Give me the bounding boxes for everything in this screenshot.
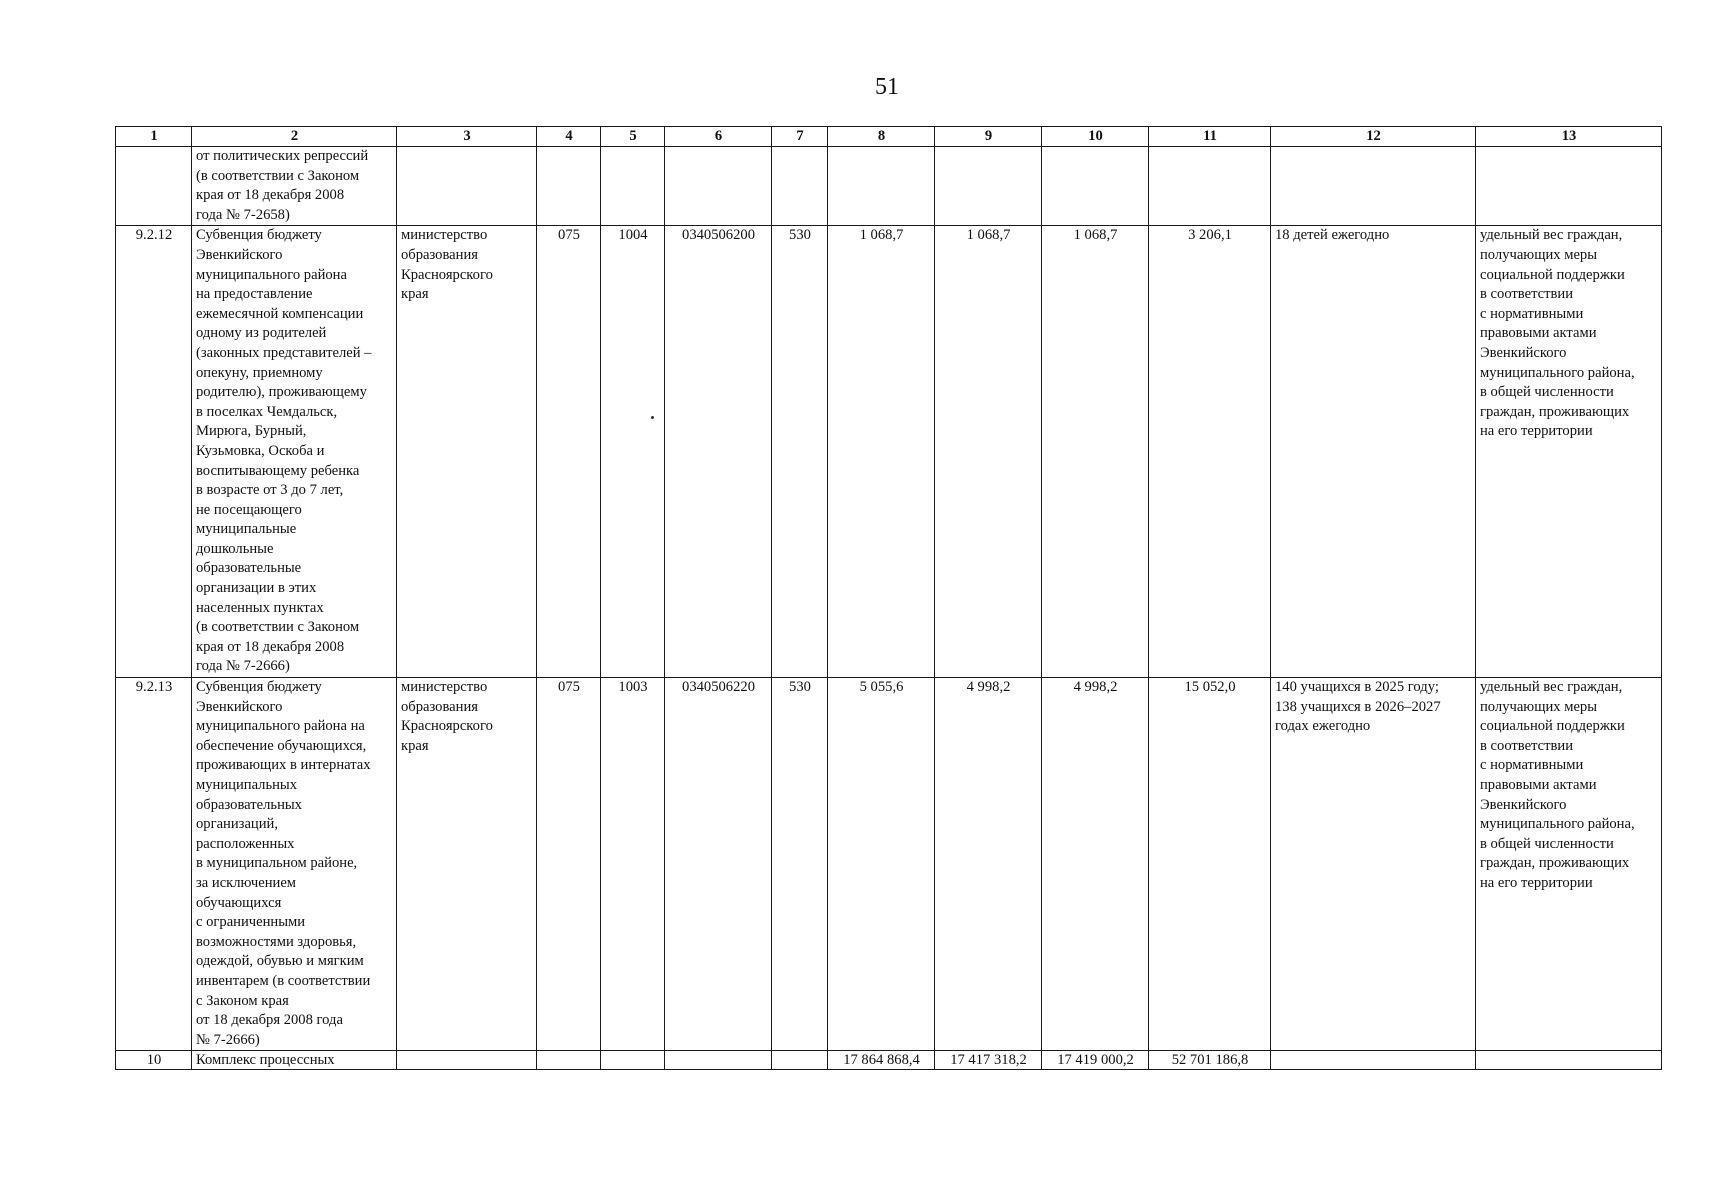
description-cell: Субвенция бюджету Эвенкийского муниципального района на предоставление ежемесячной компенсации одному из родителей (законных представителей – опекуну, приемному родителю), проживающему в поселках Чемдальск, Мирюга, Бурный, Кузьмовка, Оскоба и воспитывающему ребенка в возрасте от 3 до 7 лет, не посещающего муниципальные дошкольные образовательные организации в этих населенных пунктах (в соответствии с Законом края от 18 декабря 2008 года № 7-2666) xyxy=(192,226,397,678)
amount-cell: 5 055,6 xyxy=(828,678,935,1051)
code-cell: 075 xyxy=(537,226,601,678)
column-header: 7 xyxy=(772,127,828,147)
indicator-cell: удельный вес граждан, получающих меры социальной поддержки в соответствии с нормативными правовыми актами Эвенкийского муниципального района, в общей численности граждан, проживающих на его территории xyxy=(1476,678,1662,1051)
table-row xyxy=(116,678,1662,1051)
responsible-cell xyxy=(397,147,537,226)
row-number: 10 xyxy=(116,1051,192,1070)
row-number: 9.2.12 xyxy=(116,226,192,678)
column-header: 6 xyxy=(665,127,772,147)
target-code-cell: 0340506200 xyxy=(665,226,772,678)
amount-cell xyxy=(935,147,1042,226)
description-cell: Субвенция бюджету Эвенкийского муниципального района на обеспечение обучающихся, проживающих в интернатах муниципальных образовательных организаций, расположенных в муниципальном районе, за исключением обучающихся с ограниченными возможностями здоровья, одеждой, обувью и мягким инвентарем (в соответствии с Законом края от 18 декабря 2008 года № 7-2666) xyxy=(192,678,397,1051)
section-cell: 1004 xyxy=(601,226,665,678)
responsible-cell xyxy=(397,1051,537,1070)
amount-cell xyxy=(1042,147,1149,226)
amount-cell: 1 068,7 xyxy=(935,226,1042,678)
target-code-cell xyxy=(665,1051,772,1070)
column-header: 13 xyxy=(1476,127,1662,147)
column-header: 2 xyxy=(192,127,397,147)
description-cell: от политических репрессий (в соответствии с Законом края от 18 декабря 2008 года № 7-2658) xyxy=(192,147,397,226)
total-cell: 15 052,0 xyxy=(1149,678,1271,1051)
section-cell xyxy=(601,147,665,226)
budget-table xyxy=(115,126,1662,1070)
description-cell: Комплекс процессных xyxy=(192,1051,397,1070)
amount-cell: 17 417 318,2 xyxy=(935,1051,1042,1070)
amount-cell: 4 998,2 xyxy=(1042,678,1149,1051)
expense-type-cell xyxy=(772,147,828,226)
column-number-row xyxy=(116,127,1662,147)
column-header: 12 xyxy=(1271,127,1476,147)
column-header: 1 xyxy=(116,127,192,147)
row-number xyxy=(116,147,192,226)
total-cell: 52 701 186,8 xyxy=(1149,1051,1271,1070)
code-cell xyxy=(537,147,601,226)
target-code-cell: 0340506220 xyxy=(665,678,772,1051)
amount-cell: 17 419 000,2 xyxy=(1042,1051,1149,1070)
result-cell: 140 учащихся в 2025 году; 138 учащихся в 2026–2027 годах ежегодно xyxy=(1271,678,1476,1051)
amount-cell: 17 864 868,4 xyxy=(828,1051,935,1070)
indicator-cell: удельный вес граждан, получающих меры социальной поддержки в соответствии с нормативными правовыми актами Эвенкийского муниципального района, в общей численности граждан, проживающих на его территории xyxy=(1476,226,1662,678)
page-number: 51 xyxy=(875,74,899,100)
column-header: 8 xyxy=(828,127,935,147)
code-cell xyxy=(537,1051,601,1070)
amount-cell: 1 068,7 xyxy=(1042,226,1149,678)
amount-cell: 1 068,7 xyxy=(828,226,935,678)
column-header: 9 xyxy=(935,127,1042,147)
total-cell: 3 206,1 xyxy=(1149,226,1271,678)
code-cell: 075 xyxy=(537,678,601,1051)
result-cell xyxy=(1271,1051,1476,1070)
amount-cell: 4 998,2 xyxy=(935,678,1042,1051)
column-header: 4 xyxy=(537,127,601,147)
row-number: 9.2.13 xyxy=(116,678,192,1051)
amount-cell xyxy=(828,147,935,226)
result-cell xyxy=(1271,147,1476,226)
column-header: 10 xyxy=(1042,127,1149,147)
expense-type-cell: 530 xyxy=(772,226,828,678)
target-code-cell xyxy=(665,147,772,226)
expense-type-cell: 530 xyxy=(772,678,828,1051)
section-cell xyxy=(601,1051,665,1070)
indicator-cell xyxy=(1476,147,1662,226)
column-header: 11 xyxy=(1149,127,1271,147)
scan-speck xyxy=(651,416,654,419)
column-header: 5 xyxy=(601,127,665,147)
expense-type-cell xyxy=(772,1051,828,1070)
responsible-cell: министерство образования Красноярского края xyxy=(397,678,537,1051)
indicator-cell xyxy=(1476,1051,1662,1070)
table-row xyxy=(116,226,1662,678)
table-row xyxy=(116,1051,1662,1070)
responsible-cell: министерство образования Красноярского края xyxy=(397,226,537,678)
total-cell xyxy=(1149,147,1271,226)
section-cell: 1003 xyxy=(601,678,665,1051)
result-cell: 18 детей ежегодно xyxy=(1271,226,1476,678)
table-row xyxy=(116,147,1662,226)
column-header: 3 xyxy=(397,127,537,147)
